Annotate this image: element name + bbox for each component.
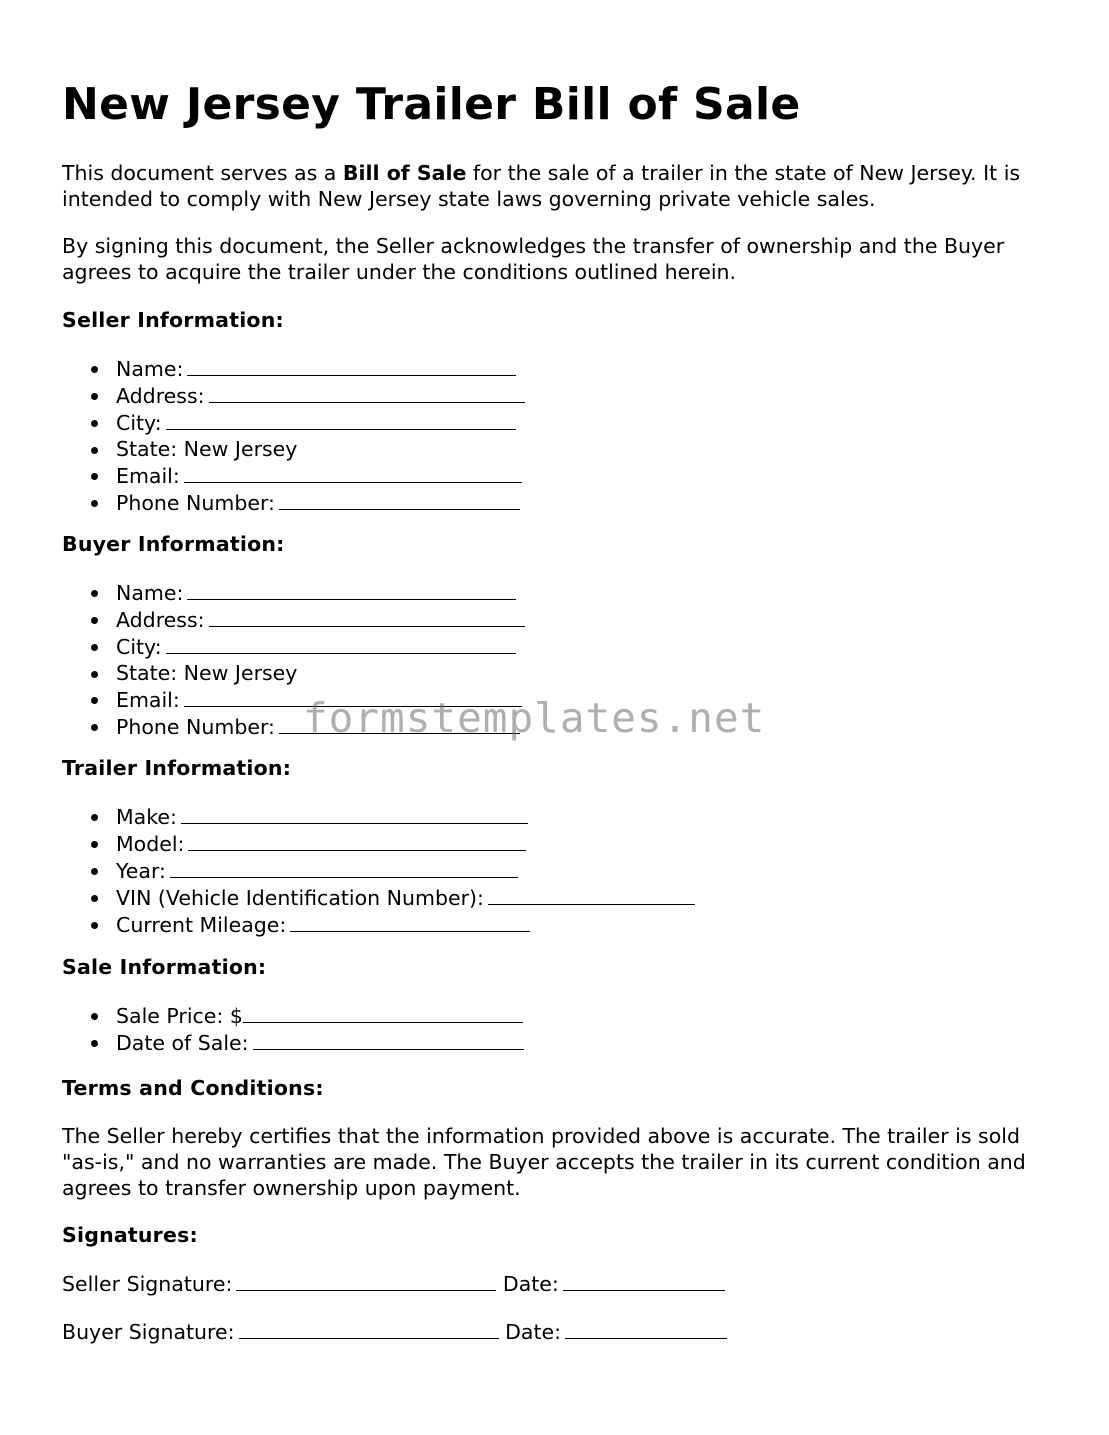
trailer-vin-label: VIN (Vehicle Identification Number): [116,886,484,910]
seller-email-item [62,462,1052,489]
intro-bold-bill-of-sale: Bill of Sale [342,161,467,185]
buyer-address-field[interactable] [209,606,525,627]
seller-phone-label: Phone Number: [116,491,275,515]
intro-paragraph-2: By signing this document, the Seller acknowledges the transfer of ownership and the Buyer agrees to acquire the trailer under the conditions outlined herein. [62,234,1005,284]
seller-state-label: State: New Jersey [116,437,298,461]
trailer-vin-field[interactable] [488,884,695,905]
buyer-address-label: Address: [116,608,205,632]
buyer-heading: Buyer Information: [62,532,285,556]
intro-text-2: for the sale of a trailer in the state of New Jersey. It is intended to comply with New Jersey state laws governing private vehicle sales. [62,161,1021,211]
trailer-year-label: Year: [116,859,166,883]
trailer-make-item [62,803,1052,830]
signatures-heading: Signatures: [62,1223,198,1247]
sale-price-item [62,1002,1052,1029]
trailer-model-item [62,830,1052,857]
terms-text: The Seller hereby certifies that the information provided above is accurate. The trailer is sold "as-is," and no warranties are made. The Buyer accepts the trailer in its current condition and agrees to transfer ownership upon payment. [62,1124,1026,1200]
trailer-list [62,803,1052,938]
buyer-date-field[interactable] [565,1318,727,1339]
seller-date-field[interactable] [563,1270,725,1291]
trailer-year-field[interactable] [170,857,518,878]
buyer-signature-line [62,1318,727,1345]
buyer-date-label: Date: [505,1320,561,1344]
trailer-make-field[interactable] [181,803,528,824]
seller-address-label: Address: [116,384,205,408]
seller-list [62,355,1052,516]
trailer-year-item [62,857,1052,884]
sale-price-label: Sale Price: $ [116,1004,243,1028]
buyer-name-item [62,579,1052,606]
seller-phone-field[interactable] [279,489,520,510]
sale-date-field[interactable] [253,1029,524,1050]
buyer-signature-field[interactable] [239,1318,499,1339]
seller-name-field[interactable] [187,355,516,376]
terms-heading: Terms and Conditions: [62,1076,324,1100]
signatures-section [62,1222,1052,1248]
buyer-state-item [62,660,1052,686]
buyer-phone-label: Phone Number: [116,715,275,739]
seller-signature-line [62,1270,725,1297]
trailer-section [62,755,1052,938]
buyer-state-label: State: New Jersey [116,661,298,685]
terms-section [62,1075,1052,1201]
trailer-mileage-label: Current Mileage: [116,913,287,937]
seller-city-label: City: [116,411,162,435]
sale-heading: Sale Information: [62,955,267,979]
seller-name-label: Name: [116,357,184,381]
page-title: New Jersey Trailer Bill of Sale [62,79,801,130]
buyer-name-label: Name: [116,581,184,605]
seller-address-field[interactable] [209,382,525,403]
seller-date-label: Date: [502,1272,559,1296]
seller-email-field[interactable] [184,462,522,483]
intro-paragraph-1 [62,160,1052,212]
sale-list [62,1002,1052,1056]
trailer-make-label: Make: [116,805,177,829]
seller-address-item [62,382,1052,409]
seller-phone-item [62,489,1052,516]
seller-city-item [62,409,1052,436]
sale-section [62,954,1052,1056]
seller-state-item [62,436,1052,462]
trailer-model-field[interactable] [188,830,526,851]
sale-price-field[interactable] [243,1002,523,1023]
buyer-signature-label: Buyer Signature: [62,1320,235,1344]
buyer-name-field[interactable] [187,579,516,600]
seller-email-label: Email: [116,464,180,488]
seller-heading: Seller Information: [62,308,284,332]
trailer-mileage-field[interactable] [290,911,530,932]
trailer-mileage-item [62,911,1052,938]
watermark: formstemplates.net [303,694,766,742]
buyer-city-field[interactable] [166,633,516,654]
seller-city-field[interactable] [166,409,516,430]
trailer-model-label: Model: [116,832,185,856]
buyer-city-label: City: [116,635,162,659]
buyer-city-item [62,633,1052,660]
seller-section [62,307,1052,516]
seller-name-item [62,355,1052,382]
intro-text-1: This document serves as a [62,161,343,185]
buyer-address-item [62,606,1052,633]
sale-date-item [62,1029,1052,1056]
sale-date-label: Date of Sale: [116,1031,249,1055]
seller-signature-field[interactable] [236,1270,496,1291]
buyer-email-label: Email: [116,688,180,712]
trailer-vin-item [62,884,1052,911]
seller-signature-label: Seller Signature: [62,1272,233,1296]
trailer-heading: Trailer Information: [62,756,292,780]
